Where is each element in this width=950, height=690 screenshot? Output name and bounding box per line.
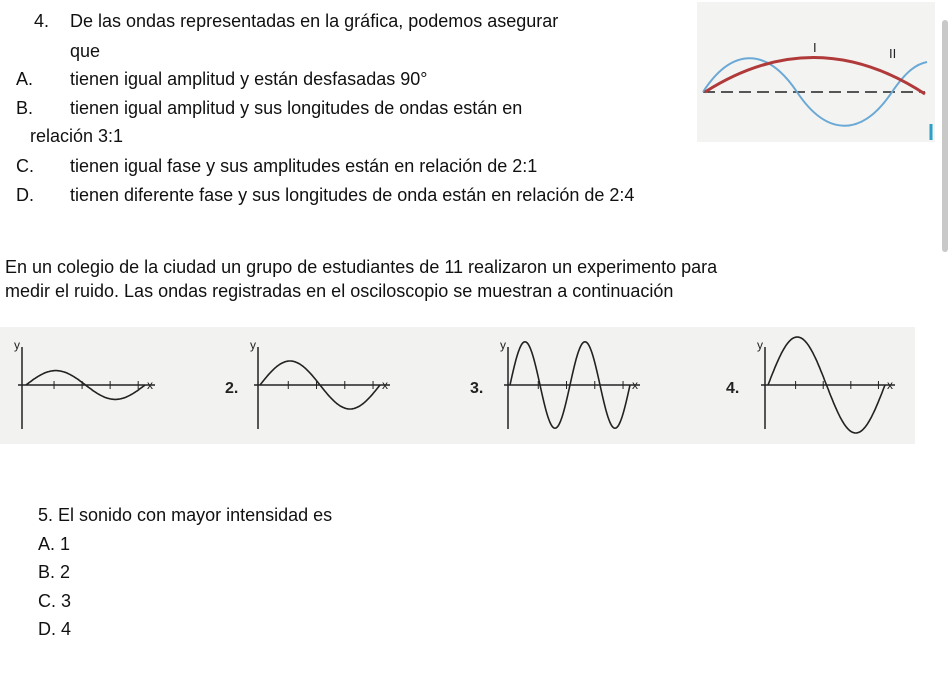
graph-1-x-label: x bbox=[147, 378, 153, 392]
q4-stem-line2: que bbox=[70, 41, 101, 61]
q5-option-c: C. 3 bbox=[38, 591, 72, 611]
graph-3-x-label: x bbox=[632, 378, 638, 392]
graph-2-x-label: x bbox=[382, 378, 388, 392]
q4-option-a-text: tienen igual amplitud y están desfasadas 90° bbox=[70, 69, 428, 89]
q5-option-b: B. 2 bbox=[38, 562, 71, 582]
q4-option-b-letter: B. bbox=[16, 98, 34, 118]
q4-number: 4. bbox=[34, 11, 50, 31]
q4-stem-line1: De las ondas representadas en la gráfica, podemos asegurar bbox=[70, 11, 559, 31]
q4-option-d-letter: D. bbox=[16, 185, 34, 205]
q4-option-a-letter: A. bbox=[16, 69, 34, 89]
oscilloscope-graphs bbox=[0, 327, 915, 444]
graph-3-number: 3. bbox=[470, 380, 484, 397]
q4-option-d-text: tienen diferente fase y sus longitudes de onda están en relación de 2:4 bbox=[70, 185, 635, 205]
wave-i-label: I bbox=[813, 40, 817, 55]
q5-option-a: A. 1 bbox=[38, 534, 71, 554]
wave-ii-label: II bbox=[889, 46, 897, 61]
graph-2-y-label: y bbox=[250, 338, 256, 352]
figure-background bbox=[697, 2, 935, 142]
context-line1: En un colegio de la ciudad un grupo de estudiantes de 11 realizaron un experimento para bbox=[5, 257, 718, 277]
context-line2: medir el ruido. Las ondas registradas en el osciloscopio se muestran a continuación bbox=[5, 281, 674, 301]
q5-stem: 5. El sonido con mayor intensidad es bbox=[38, 505, 333, 525]
q4-wave-figure bbox=[697, 2, 935, 142]
q4-option-c-text: tienen igual fase y sus amplitudes están en relación de 2:1 bbox=[70, 156, 538, 176]
graph-4-number: 4. bbox=[726, 380, 740, 397]
graph-4-y-label: y bbox=[757, 338, 763, 352]
graph-4-x-label: x bbox=[887, 378, 893, 392]
graph-3-y-label: y bbox=[500, 338, 506, 352]
q4-option-c-letter: C. bbox=[16, 156, 34, 176]
scrollbar[interactable] bbox=[942, 20, 948, 252]
graph-1-y-label: y bbox=[14, 338, 20, 352]
q4-option-b-text: tienen igual amplitud y sus longitudes de ondas están en bbox=[70, 98, 523, 118]
q4-option-b-continuation: relación 3:1 bbox=[30, 126, 124, 146]
q5-option-d: D. 4 bbox=[38, 619, 72, 639]
graph-2-number: 2. bbox=[225, 380, 239, 397]
